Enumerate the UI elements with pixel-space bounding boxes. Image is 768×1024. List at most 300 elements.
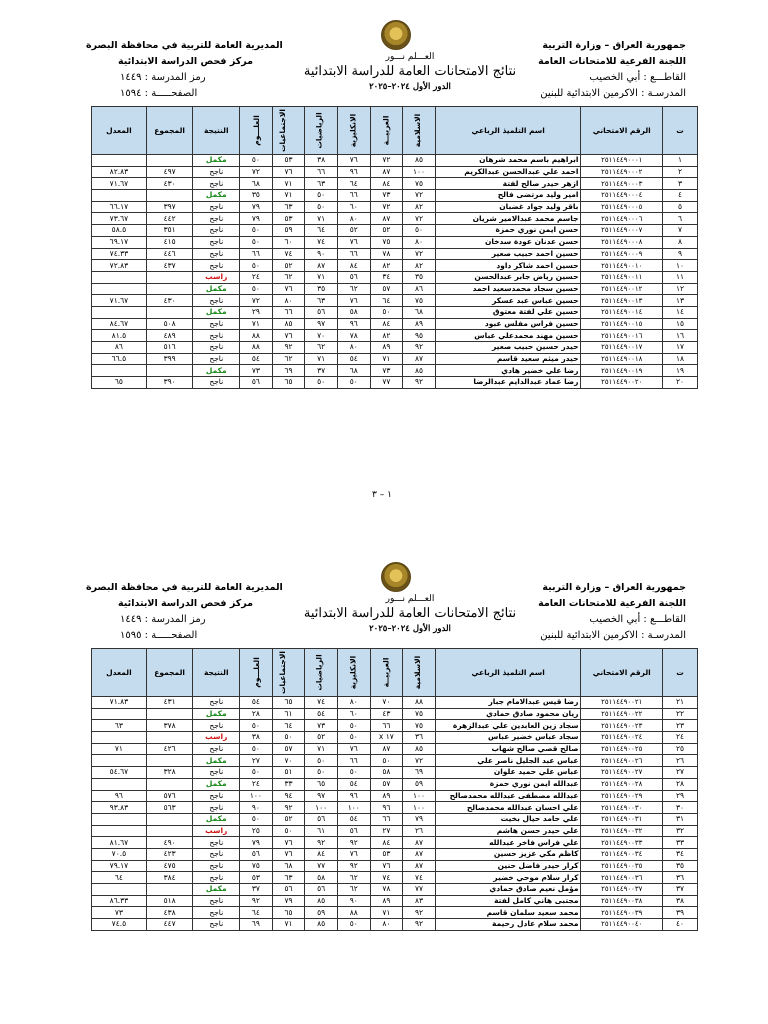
english-score-cell: ٦٢ [337, 283, 370, 295]
science-score-cell: ٧٩ [240, 213, 273, 225]
islamic-score-cell: ٨٣ [403, 895, 436, 907]
student-name-cell: مؤمل نعيم صادق حمادي [435, 884, 581, 896]
social-score-cell: ٥٢ [272, 813, 305, 825]
total-cell: ٤٢٦ [146, 743, 193, 755]
result-cell: ناجح [193, 225, 240, 237]
math-score-cell: ٧٧ [305, 860, 338, 872]
student-name-cell: كرار سلام موحي خضير [435, 872, 581, 884]
science-score-cell: ٥٤ [240, 353, 273, 365]
student-name-cell: ازهر حيدر صالح لفتة [435, 178, 581, 190]
exam-no-cell: ٢٥١١٤٤٩٠٠٣٥ [581, 860, 663, 872]
col-total: المجموع [146, 107, 193, 155]
total-cell: ٤٤٧ [146, 919, 193, 931]
result-cell: ناجح [193, 907, 240, 919]
student-name-cell: كرار حيدر فاضل حنين [435, 860, 581, 872]
science-score-cell: ٥٠ [240, 155, 273, 167]
islamic-score-cell: ٧٥ [403, 295, 436, 307]
social-score-cell: ٧١ [272, 919, 305, 931]
math-score-cell: ٧٠ [305, 330, 338, 342]
arabic-score-cell: ٨٤ [370, 178, 403, 190]
islamic-score-cell: ٧٧ [403, 884, 436, 896]
exam-no-cell: ٢٥١١٤٤٩٠٠٢٠ [581, 377, 663, 389]
social-score-cell: ٦٥ [272, 697, 305, 709]
header-ministry: جمهورية العراق – وزارة التربية [542, 40, 686, 51]
total-cell [146, 283, 193, 295]
total-cell [146, 365, 193, 377]
islamic-score-cell: ٧٢ [403, 755, 436, 767]
english-score-cell: ٧٦ [337, 743, 370, 755]
student-name-cell: احمد علي عبدالحسن عبدالكريم [435, 166, 581, 178]
col-islamic: الاسلامية [403, 649, 436, 697]
col-average: المعدل [92, 107, 147, 155]
social-score-cell: ٧٦ [272, 848, 305, 860]
math-score-cell: ٦٢ [305, 342, 338, 354]
col-exam-no: الرقم الامتحاني [581, 649, 663, 697]
student-name-cell: حسين رياض جابر عبدالحسن [435, 271, 581, 283]
result-cell: مكمل [193, 306, 240, 318]
table-row [92, 884, 698, 896]
result-cell: ناجح [193, 178, 240, 190]
header-page: الصفحـــــة : ١٥٩٤ [120, 88, 198, 99]
student-name-cell: باقر وليد جواد غضبان [435, 201, 581, 213]
english-score-cell: ٨٠ [337, 342, 370, 354]
total-cell: ٣٨٤ [146, 872, 193, 884]
col-islamic: الاسلامية [403, 107, 436, 155]
seq-cell: ١ [663, 155, 698, 167]
exam-no-cell: ٢٥١١٤٤٩٠٠٣٤ [581, 848, 663, 860]
social-score-cell: ٧٦ [272, 166, 305, 178]
seq-cell: ٣٨ [663, 895, 698, 907]
average-cell: ٧١.٦٧ [92, 295, 147, 307]
exam-no-cell: ٢٥١١٤٤٩٠٠١٦ [581, 330, 663, 342]
science-score-cell: ٥٠ [240, 225, 273, 237]
total-cell: ٤٣٠ [146, 178, 193, 190]
seq-cell: ٢١ [663, 697, 698, 709]
page-number: ١٥٩٤ [120, 88, 142, 99]
student-name-cell: حسن ايمن نوري حمزة [435, 225, 581, 237]
seq-cell: ١٢ [663, 283, 698, 295]
english-score-cell: ٧٦ [337, 155, 370, 167]
arabic-score-cell: ٨٤ [370, 837, 403, 849]
arabic-score-cell: ٨٧ [370, 213, 403, 225]
islamic-score-cell: ٧٥ [403, 720, 436, 732]
arabic-score-cell: ٨٧ [370, 743, 403, 755]
arabic-score-cell: ٩٦ [370, 802, 403, 814]
islamic-score-cell: ٨٠ [403, 236, 436, 248]
exam-no-cell: ٢٥١١٤٤٩٠٠٣١ [581, 813, 663, 825]
seq-cell: ١٨ [663, 353, 698, 365]
col-science: العلـــوم [240, 649, 273, 697]
average-cell: ٨٢.٨٣ [92, 166, 147, 178]
table-row [92, 377, 698, 389]
result-cell: راسب [193, 825, 240, 837]
total-cell [146, 755, 193, 767]
science-score-cell: ٧٢ [240, 166, 273, 178]
science-score-cell: ٥٠ [240, 813, 273, 825]
header-school: المدرسـة : الاكرمين الابتدائية للبنين [540, 88, 686, 99]
math-score-cell: ٥٦ [305, 884, 338, 896]
total-cell: ٤٣٠ [146, 295, 193, 307]
science-score-cell: ٥٠ [240, 720, 273, 732]
math-score-cell: ٥٦ [305, 306, 338, 318]
result-cell: ناجح [193, 260, 240, 272]
seq-cell: ١٦ [663, 330, 698, 342]
table-row [92, 919, 698, 931]
table-row [92, 190, 698, 202]
islamic-score-cell: ٧٢ [403, 248, 436, 260]
total-cell [146, 884, 193, 896]
english-score-cell: ١٠٠ [337, 802, 370, 814]
header-center: مركز فحص الدراسة الابتدائية [118, 598, 254, 609]
arabic-score-cell: ٧٠ [370, 697, 403, 709]
student-name-cell: حسين مهند محمدعلي عباس [435, 330, 581, 342]
social-score-cell: ٦٣ [272, 872, 305, 884]
total-cell: ٤٣٧ [146, 260, 193, 272]
english-score-cell: ٨٨ [337, 907, 370, 919]
islamic-score-cell: ٧٥ [403, 708, 436, 720]
science-score-cell: ١٠٠ [240, 790, 273, 802]
seq-cell: ٢٦ [663, 755, 698, 767]
table-row [92, 365, 698, 377]
school-code-label: رمز المدرسة [151, 72, 206, 83]
seq-cell: ١٧ [663, 342, 698, 354]
col-result: النتيجة [193, 649, 240, 697]
table-row [92, 342, 698, 354]
arabic-score-cell: ٥٠ [370, 306, 403, 318]
social-score-cell: ٦٤ [272, 720, 305, 732]
social-score-cell: ٧٦ [272, 283, 305, 295]
social-score-cell: ٦٢ [272, 271, 305, 283]
arabic-score-cell: ٥٧ [370, 283, 403, 295]
total-cell: ٥٦٣ [146, 802, 193, 814]
science-score-cell: ٧٩ [240, 837, 273, 849]
english-score-cell: ٩٢ [337, 837, 370, 849]
math-score-cell: ٩٧ [305, 790, 338, 802]
header-district: القاطـــع : أبي الخصيب [589, 614, 686, 625]
islamic-score-cell: ١٠٠ [403, 166, 436, 178]
math-score-cell: ٦٤ [305, 225, 338, 237]
islamic-score-cell: ٨٧ [403, 860, 436, 872]
header-center: مركز فحص الدراسة الابتدائية [118, 56, 254, 67]
total-cell [146, 825, 193, 837]
islamic-score-cell: ٧٢ [403, 190, 436, 202]
result-cell: ناجح [193, 895, 240, 907]
islamic-score-cell: ٨٧ [403, 837, 436, 849]
seq-cell: ٣٦ [663, 872, 698, 884]
english-score-cell: ٧٦ [337, 236, 370, 248]
seq-cell: ٥ [663, 201, 698, 213]
social-score-cell: ٨٠ [272, 295, 305, 307]
exam-title: نتائج الامتحانات العامة للدراسة الابتدائية [303, 606, 517, 621]
result-cell: مكمل [193, 813, 240, 825]
science-score-cell: ٢٨ [240, 708, 273, 720]
science-score-cell: ٦٩ [240, 919, 273, 931]
science-score-cell: ٨٨ [240, 342, 273, 354]
science-score-cell: ٣٧ [240, 884, 273, 896]
english-score-cell: ٨٠ [337, 697, 370, 709]
table-row [92, 271, 698, 283]
table-row [92, 178, 698, 190]
average-cell [92, 732, 147, 744]
exam-no-cell: ٢٥١١٤٤٩٠٠١٥ [581, 318, 663, 330]
total-cell: ٥٧٦ [146, 790, 193, 802]
table-row [92, 283, 698, 295]
social-score-cell: ٧٩ [272, 895, 305, 907]
islamic-score-cell: ٧٢ [403, 213, 436, 225]
student-name-cell: عبدالله ايمن نوري حمزة [435, 778, 581, 790]
average-cell: ٩٣.٨٣ [92, 802, 147, 814]
islamic-score-cell: ١٠٠ [403, 790, 436, 802]
english-score-cell: ٩٢ [337, 860, 370, 872]
islamic-score-cell: ٩٢ [403, 907, 436, 919]
table-row [92, 743, 698, 755]
result-cell: ناجح [193, 353, 240, 365]
student-name-cell: رضا علي خضير هادي [435, 365, 581, 377]
exam-no-cell: ٢٥١١٤٤٩٠٠٢٥ [581, 743, 663, 755]
total-cell: ٣٩٠ [146, 377, 193, 389]
average-cell: ٥٤.٦٧ [92, 767, 147, 779]
table-row [92, 166, 698, 178]
col-name: اسم التلميذ الرباعي [435, 649, 581, 697]
average-cell: ٧٤.٥ [92, 919, 147, 931]
exam-no-cell: ٢٥١١٤٤٩٠٠١٨ [581, 353, 663, 365]
math-score-cell: ٦٣ [305, 178, 338, 190]
seq-cell: ٢٢ [663, 708, 698, 720]
science-score-cell: ٢٤ [240, 271, 273, 283]
social-score-cell: ٧٦ [272, 330, 305, 342]
average-cell: ٦٦.٥ [92, 353, 147, 365]
exam-no-cell: ٢٥١١٤٤٩٠٠١٣ [581, 295, 663, 307]
result-cell: ناجح [193, 201, 240, 213]
result-cell: مكمل [193, 190, 240, 202]
average-cell: ٧١.٦٧ [92, 178, 147, 190]
science-score-cell: ٥٠ [240, 743, 273, 755]
english-score-cell: ٩٦ [337, 166, 370, 178]
seq-cell: ٣٩ [663, 907, 698, 919]
table-row [92, 848, 698, 860]
english-score-cell: ٧٦ [337, 295, 370, 307]
science-score-cell: ٧٢ [240, 295, 273, 307]
math-score-cell: ٦١ [305, 825, 338, 837]
seq-cell: ٤ [663, 190, 698, 202]
social-score-cell: ٥٠ [272, 732, 305, 744]
school-code-value: ١٤٤٩ [120, 614, 142, 625]
result-cell: ناجح [193, 743, 240, 755]
social-score-cell: ٦٣ [272, 201, 305, 213]
result-cell: ناجح [193, 318, 240, 330]
student-name-cell: علي حامد حيال بخيت [435, 813, 581, 825]
table-row [92, 697, 698, 709]
islamic-score-cell: ٧٩ [403, 813, 436, 825]
result-cell: ناجح [193, 872, 240, 884]
exam-no-cell: ٢٥١١٤٤٩٠٠١٤ [581, 306, 663, 318]
student-name-cell: عباس عبد الجليل ناصر علي [435, 755, 581, 767]
result-cell: ناجح [193, 720, 240, 732]
math-score-cell: ٥٠ [305, 767, 338, 779]
result-cell: ناجح [193, 213, 240, 225]
english-score-cell: ٥٦ [337, 825, 370, 837]
total-cell: ٤٩٧ [146, 166, 193, 178]
science-score-cell: ٥٠ [240, 260, 273, 272]
math-score-cell: ١٠٠ [305, 802, 338, 814]
islamic-score-cell: ٨٧ [403, 353, 436, 365]
seq-cell: ٣٢ [663, 825, 698, 837]
col-english: الانكليزية [337, 649, 370, 697]
student-name-cell: حسين احمد شاكر داود [435, 260, 581, 272]
school-label: المدرسـة [647, 88, 686, 99]
english-score-cell: ٥٤ [337, 778, 370, 790]
student-name-cell: رضا قيس عبدالامام جبار [435, 697, 581, 709]
exam-no-cell: ٢٥١١٤٤٩٠٠٢٨ [581, 778, 663, 790]
total-cell: ٤٢٣ [146, 848, 193, 860]
science-score-cell: ٥٠ [240, 236, 273, 248]
social-score-cell: ٧٠ [272, 755, 305, 767]
social-score-cell: ٦٠ [272, 236, 305, 248]
district-label: القاطـــع [649, 72, 686, 83]
english-score-cell: ٥٤ [337, 353, 370, 365]
arabic-score-cell: ٥٧ [370, 778, 403, 790]
science-score-cell: ٢٧ [240, 755, 273, 767]
social-score-cell: ٥٠ [272, 825, 305, 837]
motto: العـــلم نـــور [385, 52, 435, 62]
english-score-cell: ٦٠ [337, 708, 370, 720]
english-score-cell: ٥٠ [337, 767, 370, 779]
student-name-cell: مجتبى هاني كامل لفتة [435, 895, 581, 907]
english-score-cell: ٥٠ [337, 377, 370, 389]
district-label: القاطـــع [649, 614, 686, 625]
result-cell: مكمل [193, 884, 240, 896]
student-name-cell: سجاد زين العابدين علي عبدالزهرة [435, 720, 581, 732]
student-name-cell: حسين عباس عبد عسكر [435, 295, 581, 307]
arabic-score-cell: ٧٨ [370, 884, 403, 896]
result-cell: ناجح [193, 248, 240, 260]
exam-no-cell: ٢٥١١٤٤٩٠٠٠٦ [581, 213, 663, 225]
result-cell: ناجح [193, 295, 240, 307]
english-score-cell: ٦٤ [337, 178, 370, 190]
page-footer: ١ – ٣ [372, 490, 392, 500]
col-seq: ت [663, 107, 698, 155]
exam-no-cell: ٢٥١١٤٤٩٠٠٣٣ [581, 837, 663, 849]
arabic-score-cell: ٧٢ [370, 155, 403, 167]
arabic-score-cell: ٦٤ [370, 295, 403, 307]
col-total: المجموع [146, 649, 193, 697]
seq-cell: ٨ [663, 236, 698, 248]
col-social: الاجتماعيات [272, 107, 305, 155]
arabic-score-cell: ٧٢ [370, 201, 403, 213]
total-cell [146, 155, 193, 167]
results-body [92, 697, 698, 931]
student-name-cell: ابراهيم باسم محمد شرهان [435, 155, 581, 167]
arabic-score-cell: ٧٤ [370, 872, 403, 884]
table-row [92, 872, 698, 884]
average-cell: ٧٣.٦٧ [92, 213, 147, 225]
english-score-cell: ٦٢ [337, 884, 370, 896]
results-body [92, 155, 698, 389]
student-name-cell: حيدر حسين حبيب صعير [435, 342, 581, 354]
math-score-cell: ٣٧ [305, 365, 338, 377]
table-row [92, 895, 698, 907]
total-cell [146, 778, 193, 790]
table-row [92, 213, 698, 225]
table-row [92, 330, 698, 342]
arabic-score-cell: ٥٨ [370, 767, 403, 779]
arabic-score-cell: ٦٦ [370, 813, 403, 825]
social-score-cell: ٦١ [272, 708, 305, 720]
exam-no-cell: ٢٥١١٤٤٩٠٠١٩ [581, 365, 663, 377]
math-score-cell: ٧١ [305, 213, 338, 225]
social-score-cell: ٧٤ [272, 248, 305, 260]
total-cell: ٤٣١ [146, 697, 193, 709]
header-ministry: جمهورية العراق – وزارة التربية [542, 582, 686, 593]
exam-no-cell: ٢٥١١٤٤٩٠٠٣٦ [581, 872, 663, 884]
col-math: الرياضيات [305, 107, 338, 155]
ministry-emblem-icon [381, 562, 411, 592]
average-cell [92, 190, 147, 202]
social-score-cell: ٧١ [272, 178, 305, 190]
science-score-cell: ٥٠ [240, 283, 273, 295]
average-cell [92, 365, 147, 377]
arabic-score-cell: ٨٤ [370, 318, 403, 330]
arabic-score-cell: ٧٣ [370, 190, 403, 202]
seq-cell: ٢٤ [663, 732, 698, 744]
math-score-cell: ٩٢ [305, 837, 338, 849]
header-school: المدرسـة : الاكرمين الابتدائية للبنين [540, 630, 686, 641]
total-cell: ٤١٥ [146, 236, 193, 248]
arabic-score-cell: ٨٧ [370, 166, 403, 178]
average-cell: ٧١.٨٣ [92, 697, 147, 709]
table-row [92, 778, 698, 790]
average-cell: ٥٨.٥ [92, 225, 147, 237]
math-score-cell: ٨٥ [305, 895, 338, 907]
col-name: اسم التلميذ الرباعي [435, 107, 581, 155]
english-score-cell: ٦٢ [337, 872, 370, 884]
seq-cell: ٣٣ [663, 837, 698, 849]
table-row [92, 353, 698, 365]
total-cell [146, 813, 193, 825]
islamic-score-cell: ٨٦ [403, 283, 436, 295]
page-number: ١٥٩٥ [120, 630, 142, 641]
student-name-cell: سجاد عباس خضير عباس [435, 732, 581, 744]
result-cell: ناجح [193, 919, 240, 931]
math-score-cell: ٧٣ [305, 720, 338, 732]
result-cell: مكمل [193, 755, 240, 767]
seq-cell: ٣١ [663, 813, 698, 825]
science-score-cell: ٣٨ [240, 732, 273, 744]
seq-cell: ٣٤ [663, 848, 698, 860]
result-cell: ناجح [193, 166, 240, 178]
table-row [92, 837, 698, 849]
average-cell [92, 283, 147, 295]
col-average: المعدل [92, 649, 147, 697]
seq-cell: ٣٠ [663, 802, 698, 814]
student-name-cell: كاظم مكي عزيز حسين [435, 848, 581, 860]
student-name-cell: ريان محمود صادق حمادي [435, 708, 581, 720]
table-row [92, 732, 698, 744]
average-cell [92, 271, 147, 283]
total-cell: ٤٧٥ [146, 860, 193, 872]
header-school-code: رمز المدرسة : ١٤٤٩ [120, 72, 206, 83]
islamic-score-cell: ٢٦ [403, 825, 436, 837]
table-row [92, 755, 698, 767]
student-name-cell: حيدر ميثم سعيد قاسم [435, 353, 581, 365]
seq-cell: ٦ [663, 213, 698, 225]
school-code-value: ١٤٤٩ [120, 72, 142, 83]
arabic-score-cell: ٥٢ [370, 225, 403, 237]
english-score-cell: ٩٠ [337, 895, 370, 907]
result-cell: ناجح [193, 790, 240, 802]
arabic-score-cell: ٨٠ [370, 919, 403, 931]
islamic-score-cell: ٨٥ [403, 155, 436, 167]
